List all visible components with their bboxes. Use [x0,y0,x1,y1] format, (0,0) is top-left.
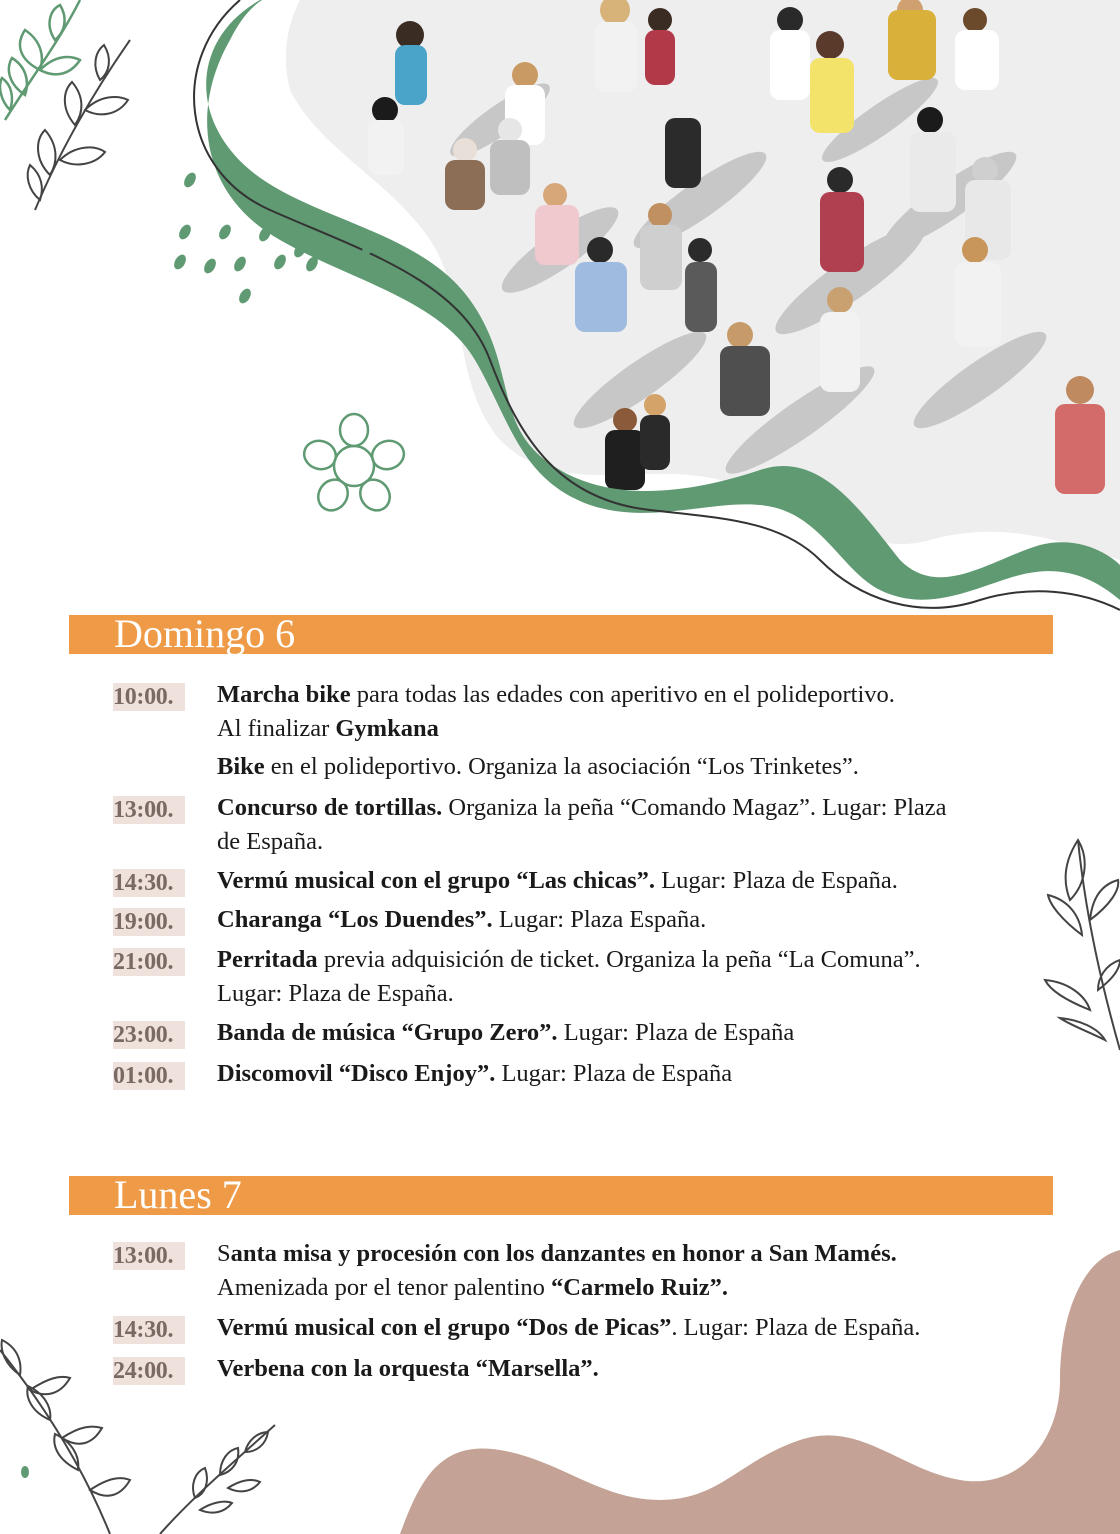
day-title: Lunes 7 [114,1172,242,1217]
event-text: Lugar: Plaza España. [492,906,707,933]
event-text: Lugar: Plaza de España [557,1019,795,1046]
event-highlight: Marcha bike [217,681,351,708]
event-time: 23:00. [113,1021,185,1049]
event-description [217,864,1057,898]
day-header-domingo [69,611,1053,656]
event-text: . Lugar: Plaza de España. [671,1314,921,1341]
event-highlight: Banda de música “Grupo Zero”. [217,1019,558,1046]
event-highlight: Vermú musical con el grupo “Las chicas”. [217,867,656,894]
day-header-lunes [69,1172,1053,1217]
event-highlight: anta misa y procesión con los danzantes en honor a San Mamés. [230,1240,897,1267]
event-highlight: Concurso de tortillas. [217,794,443,821]
event-text: Lugar: Plaza de España. [655,867,898,894]
event-description [217,903,1057,937]
event-time: 19:00. [113,908,185,936]
event-time: 13:00. [113,1242,185,1270]
event-description [217,1311,1057,1345]
event-time: 10:00. [113,683,185,711]
event-highlight: Bike [217,753,265,780]
event-description [217,678,1057,746]
event-description [217,1057,1057,1091]
event-highlight: Verbena con la orquesta “Marsella”. [217,1355,599,1382]
leaf-branch-icon [28,40,130,210]
event-highlight: “Carmelo Ruiz”. [551,1274,728,1301]
event-description [217,750,1057,784]
event-text: previa adquisición de ticket. Organiza la peña “La Comuna”. [317,946,921,973]
event-description [217,791,1057,859]
event-text: de España. [217,828,324,855]
event-description [217,1237,1057,1305]
event-description [217,1016,1057,1050]
event-time: 13:00. [113,796,185,824]
event-text: Lugar: Plaza de España. [217,980,454,1007]
event-text: en el polideportivo. Organiza la asociación “Los Trinketes”. [264,753,859,780]
event-time: 24:00. [113,1357,185,1385]
event-time: 01:00. [113,1062,185,1090]
event-highlight: Perritada [217,946,318,973]
event-time: 21:00. [113,948,185,976]
event-text: Organiza la peña “Comando Magaz”. Lugar: Plaza [442,794,947,821]
green-dot [21,1466,29,1478]
event-description [217,1352,1057,1386]
event-text: para todas las edades con aperitivo en el polideportivo. [350,681,895,708]
leaf-branch-icon [0,0,80,120]
event-time: 14:30. [113,1316,185,1344]
event-highlight: Vermú musical con el grupo “Dos de Picas” [217,1314,672,1341]
day-title: Domingo 6 [114,611,296,656]
event-text: S [217,1240,231,1267]
event-text: Amenizada por el tenor palentino [217,1274,552,1301]
event-highlight: Gymkana [335,715,439,742]
event-text: Lugar: Plaza de España [495,1060,733,1087]
event-highlight: Charanga “Los Duendes”. [217,906,493,933]
event-description [217,943,1057,1011]
event-highlight: Discomovil “Disco Enjoy”. [217,1060,496,1087]
flower-outline-icon [300,414,407,516]
event-time: 14:30. [113,869,185,897]
event-text: Al finalizar [217,715,336,742]
